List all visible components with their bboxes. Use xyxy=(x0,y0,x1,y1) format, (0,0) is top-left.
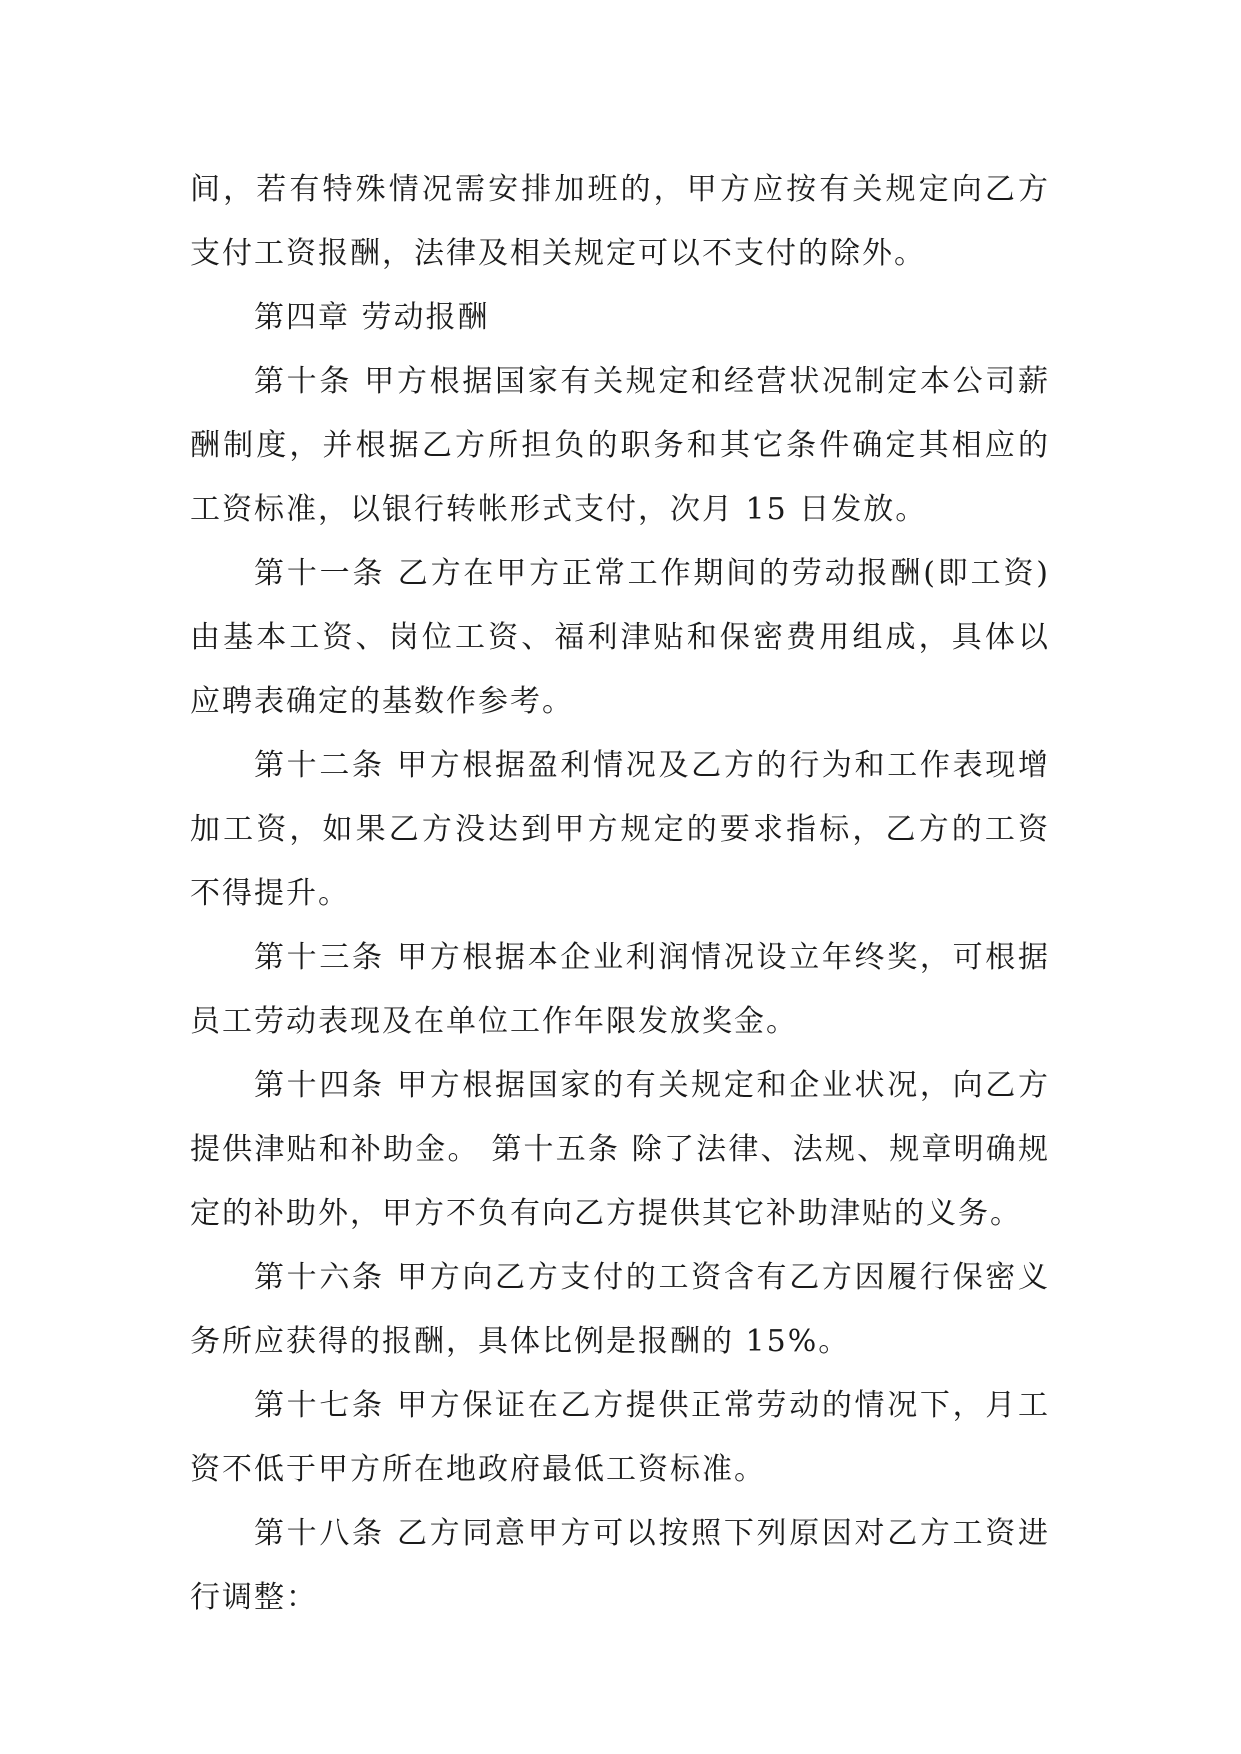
article-18: 第十八条 乙方同意甲方可以按照下列原因对乙方工资进行调整： xyxy=(190,1516,1050,1615)
article-10: 第十条 甲方根据国家有关规定和经营状况制定本公司薪酬制度，并根据乙方所担负的职务和其它条件确定其相应的工资标准，以银行转帐形式支付，次月 15 日发放。 xyxy=(190,364,1050,527)
paragraph-continuation: 间，若有特殊情况需安排加班的，甲方应按有关规定向乙方支付工资报酬，法律及相关规定可以不支付的除外。 xyxy=(190,172,1050,271)
article-11: 第十一条 乙方在甲方正常工作期间的劳动报酬(即工资)由基本工资、岗位工资、福利津贴和保密费用组成，具体以应聘表确定的基数作参考。 xyxy=(190,556,1050,719)
document-body xyxy=(190,158,1050,1630)
article-16: 第十六条 甲方向乙方支付的工资含有乙方因履行保密义务所应获得的报酬，具体比例是报酬的 15%。 xyxy=(190,1260,1050,1359)
article-12: 第十二条 甲方根据盈利情况及乙方的行为和工作表现增加工资，如果乙方没达到甲方规定的要求指标，乙方的工资不得提升。 xyxy=(190,748,1050,911)
chapter-heading: 第四章 劳动报酬 xyxy=(254,300,490,335)
article-13: 第十三条 甲方根据本企业利润情况设立年终奖，可根据员工劳动表现及在单位工作年限发放奖金。 xyxy=(190,940,1050,1039)
article-17: 第十七条 甲方保证在乙方提供正常劳动的情况下，月工资不低于甲方所在地政府最低工资标准。 xyxy=(190,1388,1050,1487)
article-14-15: 第十四条 甲方根据国家的有关规定和企业状况，向乙方提供津贴和补助金。 第十五条 除了法律、法规、规章明确规定的补助外，甲方不负有向乙方提供其它补助津贴的义务。 xyxy=(190,1068,1050,1231)
